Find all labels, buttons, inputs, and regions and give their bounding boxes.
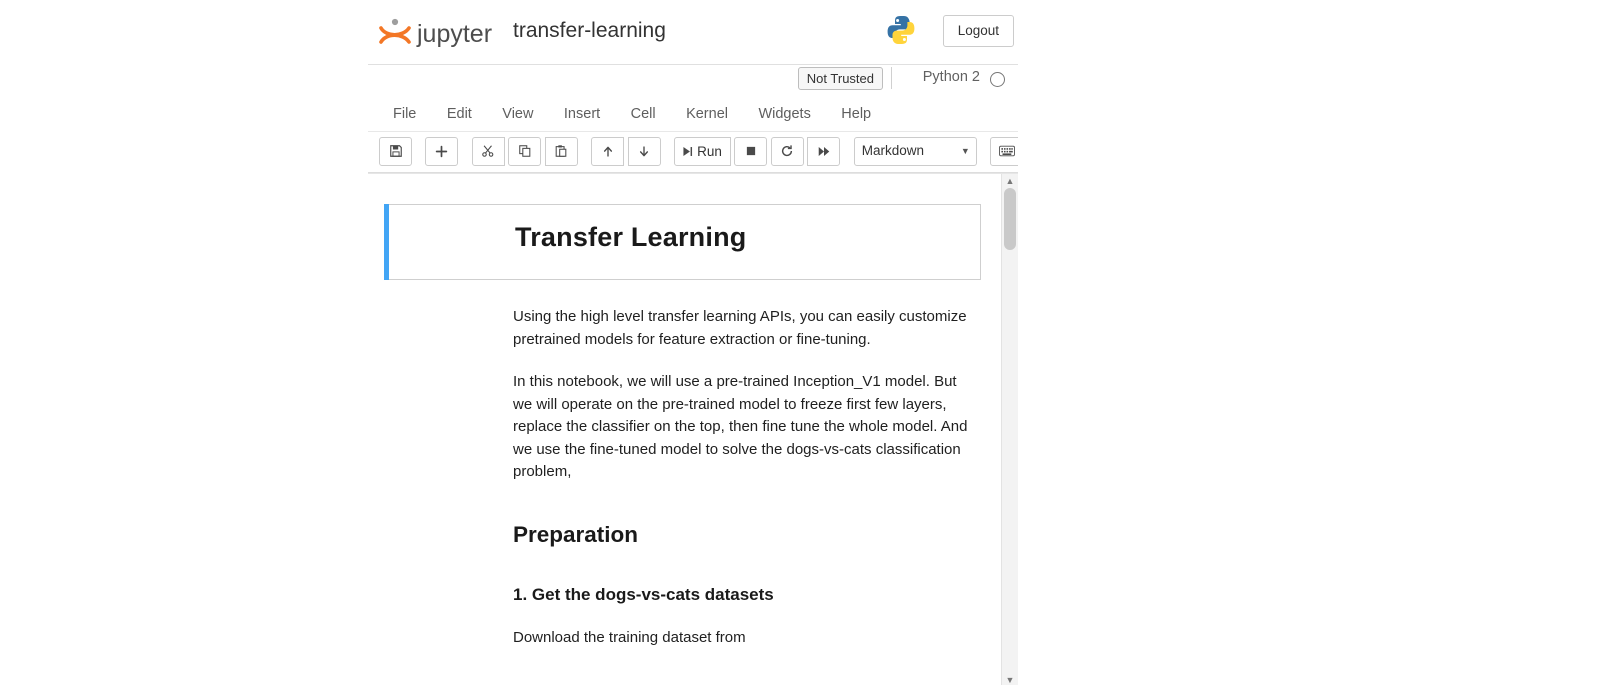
menu-help[interactable]: Help (841, 106, 872, 122)
divider (891, 67, 892, 89)
save-floppy-icon[interactable] (379, 137, 412, 166)
run-label: Run (697, 144, 722, 159)
scrollbar-thumb[interactable] (1004, 188, 1016, 250)
paste-icon[interactable] (545, 137, 578, 166)
paragraph-download: Download the training dataset from (513, 628, 746, 646)
markdown-cell-body[interactable] (368, 306, 1001, 649)
arrow-down-icon[interactable] (628, 137, 661, 166)
heading-preparation: Preparation (513, 521, 639, 547)
toolbar-group-move (591, 137, 660, 166)
chevron-down-icon: ▼ (960, 146, 970, 156)
cell-type-value: Markdown (861, 143, 925, 158)
jupyter-notebook-app (367, 0, 1018, 685)
menu-widgets[interactable]: Widgets (758, 106, 811, 122)
toolbar-group-insert (425, 137, 458, 166)
keyboard-icon[interactable] (990, 137, 1018, 166)
vertical-scrollbar[interactable] (1001, 174, 1018, 685)
plus-icon[interactable] (425, 137, 458, 166)
trust-status-badge[interactable]: Not Trusted (798, 67, 883, 90)
toolbar-group-clipboard (472, 137, 578, 166)
menu-file[interactable]: File (393, 106, 417, 122)
scissors-icon[interactable] (472, 137, 505, 166)
markdown-cell-title[interactable] (384, 204, 981, 280)
notebook-header (368, 0, 1018, 65)
notebook-cells-container (368, 174, 1001, 685)
menu-view[interactable]: View (502, 106, 534, 122)
kernel-idle-circle-icon (990, 72, 1005, 87)
menu-kernel[interactable]: Kernel (686, 106, 728, 122)
python-logo-icon (884, 13, 918, 47)
logout-button[interactable]: Logout (943, 15, 1014, 47)
menu-edit[interactable]: Edit (446, 106, 472, 122)
notebook-scroll-area (368, 173, 1018, 685)
heading-get-datasets: 1. Get the dogs-vs-cats datasets (513, 584, 774, 604)
menu-insert[interactable]: Insert (563, 106, 601, 122)
notebook-name[interactable]: transfer-learning (513, 19, 666, 42)
scroll-down-arrow-icon[interactable]: ▼ (1005, 675, 1015, 685)
arrow-up-icon[interactable] (591, 137, 624, 166)
svg-text:jupyter: jupyter (417, 20, 493, 48)
run-cell-button[interactable] (674, 137, 731, 166)
toolbar (368, 132, 1018, 173)
heading-transfer-learning: Transfer Learning (515, 222, 747, 252)
toolbar-group-palette (990, 137, 1018, 166)
paragraph-notebook-description: In this notebook, we will use a pre-trained Inception_V1 model. But we will operate on the pre-trained model to freeze first few layers, replace the classifier on the top, then fine tune the whole model. And we use the fine-tuned model to solve the dogs-vs-cats classification problem, (513, 373, 968, 480)
cell-type-select[interactable] (854, 137, 977, 166)
toolbar-group-save (379, 137, 412, 166)
trust-kernel-bar (368, 65, 1018, 99)
paragraph-intro: Using the high level transfer learning APIs, you can easily customize pretrained models for feature extraction or fine-tuning. (513, 308, 967, 348)
menu-bar (368, 99, 1018, 132)
copy-icon[interactable] (508, 137, 541, 166)
kernel-name-label: Python 2 (922, 69, 980, 85)
fast-forward-icon[interactable] (807, 137, 840, 166)
stop-square-icon[interactable] (734, 137, 767, 166)
scroll-up-arrow-icon[interactable]: ▲ (1005, 176, 1015, 186)
toolbar-group-run (674, 137, 840, 166)
menu-cell[interactable]: Cell (630, 106, 656, 122)
jupyter-logo[interactable] (373, 12, 503, 52)
restart-circle-icon[interactable] (771, 137, 804, 166)
